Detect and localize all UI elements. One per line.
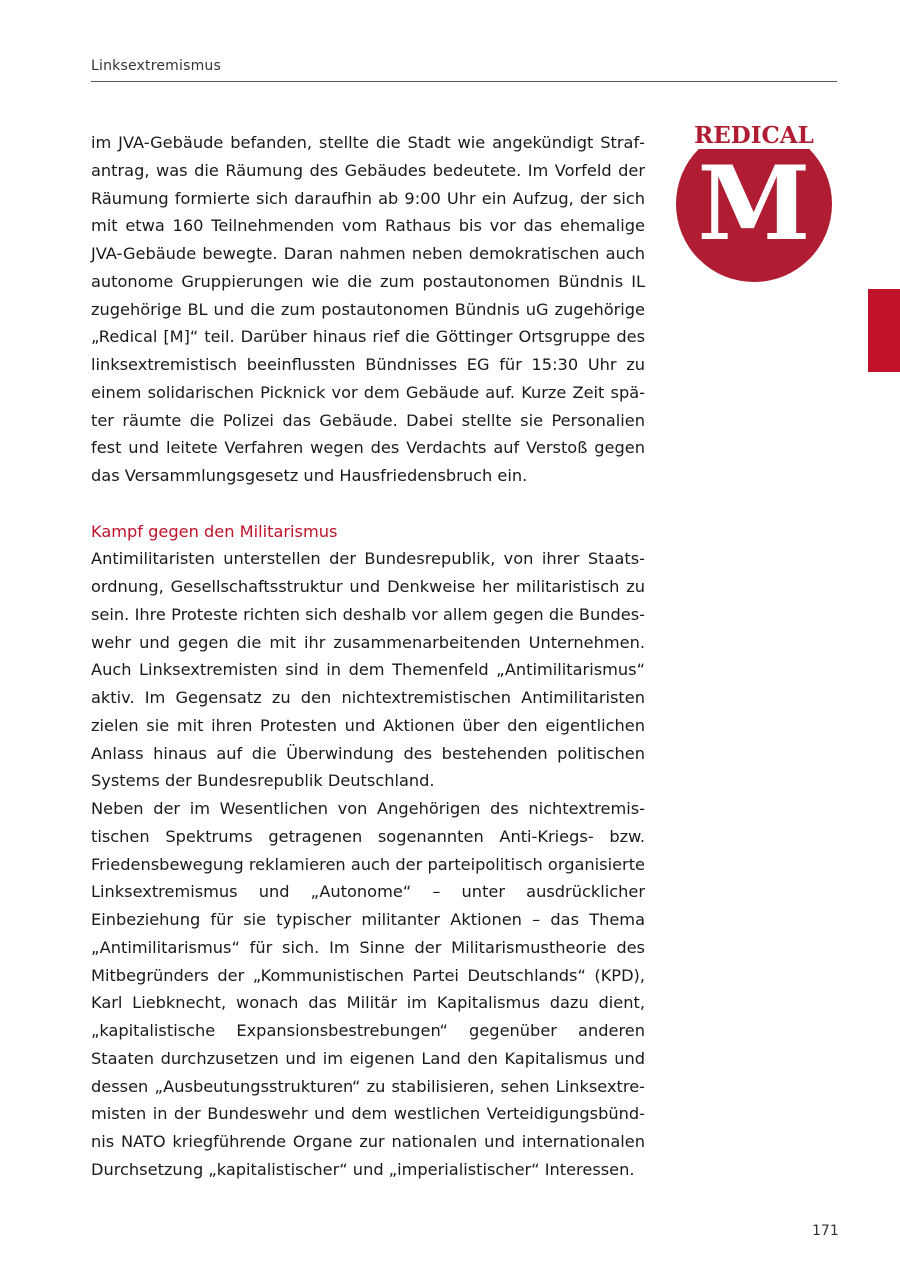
logo-wordmark: REDICAL <box>694 122 814 149</box>
page-number: 171 <box>812 1223 839 1239</box>
logo-letter: M <box>697 144 811 264</box>
redical-m-logo <box>670 121 838 283</box>
paragraph: Antimilitaristen unterstellen der Bundesrepublik, von ihrer Staatsordnung, Gesellschaftsstruktur und Denkweise her militaristisch zu sein. Ihre Proteste richten sich deshalb vor allem gegen die Bundeswehr und gegen die mit ihr zusammenarbeitenden Unternehmen. Auch Linksextremisten sind in dem Themenfeld „Antimilitarismus“ aktiv. Im Gegensatz zu den nichtextremistischen Antimilitaristen zielen sie mit ihren Protesten und Aktionen über den eigentlichen Anlass hinaus auf die Überwindung des bestehenden politischen Systems der Bundesrepublik Deutschland. <box>91 549 645 791</box>
chapter-side-tab <box>868 289 900 372</box>
paragraph: Neben der im Wesentlichen von Angehörigen des nichtextremistischen Spektrums getragenen sogenannten Anti-Kriegs- bzw. Friedensbewegung reklamieren auch der parteipolitisch organisierte Linksextremismus und „Autonome“ – unter ausdrücklicher Einbeziehung für sie typischer militanter Aktionen – das Thema „Antimilitarismus“ für sich. Im Sinne der Militarismustheorie des Mitbegründers der „Kommunistischen Partei Deutschlands“ (KPD), Karl Liebknecht, wonach das Militär im Kapitalismus dazu dient, „kapitalistische Expansionsbestrebungen“ gegenüber anderen Staaten durchzusetzen und im eigenen Land den Kapitalismus und dessen „Ausbeutungsstrukturen“ zu stabilisieren, sehen Linksextremisten in der Bundeswehr und dem westlichen Verteidigungsbündnis NATO kriegführende Organe zur nationalen und internationalen Durchsetzung „kapitalistischer“ und „imperialistischer“ Interessen. <box>91 799 645 1179</box>
running-head: Linksextremismus <box>91 58 221 74</box>
header-rule <box>91 81 837 82</box>
body-text <box>91 129 645 1184</box>
section-heading: Kampf gegen den Militarismus <box>91 521 338 541</box>
paragraph: im JVA-Gebäude befanden, stellte die Stadt wie angekündigt Strafantrag, was die Räumung des Gebäudes bedeutete. Im Vorfeld der Räumung formierte sich daraufhin ab 9:00 Uhr ein Aufzug, der sich mit etwa 160 Teilnehmenden vom Rathaus bis vor das ehemalige JVA-Gebäude bewegte. Daran nahmen neben demokratischen auch autonome Gruppierungen wie die zum postautonomen Bündnis IL zugehörige BL und die zum postautonomen Bündnis uG zugehörige „Redical [M]“ teil. Darüber hinaus rief die Göttinger Ortsgruppe des linksextremistisch beeinflussten Bündnisses EG für 15:30 Uhr zu einem solidarischen Picknick vor dem Gebäude auf. Kurze Zeit später räumte die Polizei das Gebäude. Dabei stellte sie Personalien fest und leitete Verfahren wegen des Verdachts auf Verstoß gegen das Versammlungsgesetz und Hausfriedensbruch ein. <box>91 133 645 485</box>
